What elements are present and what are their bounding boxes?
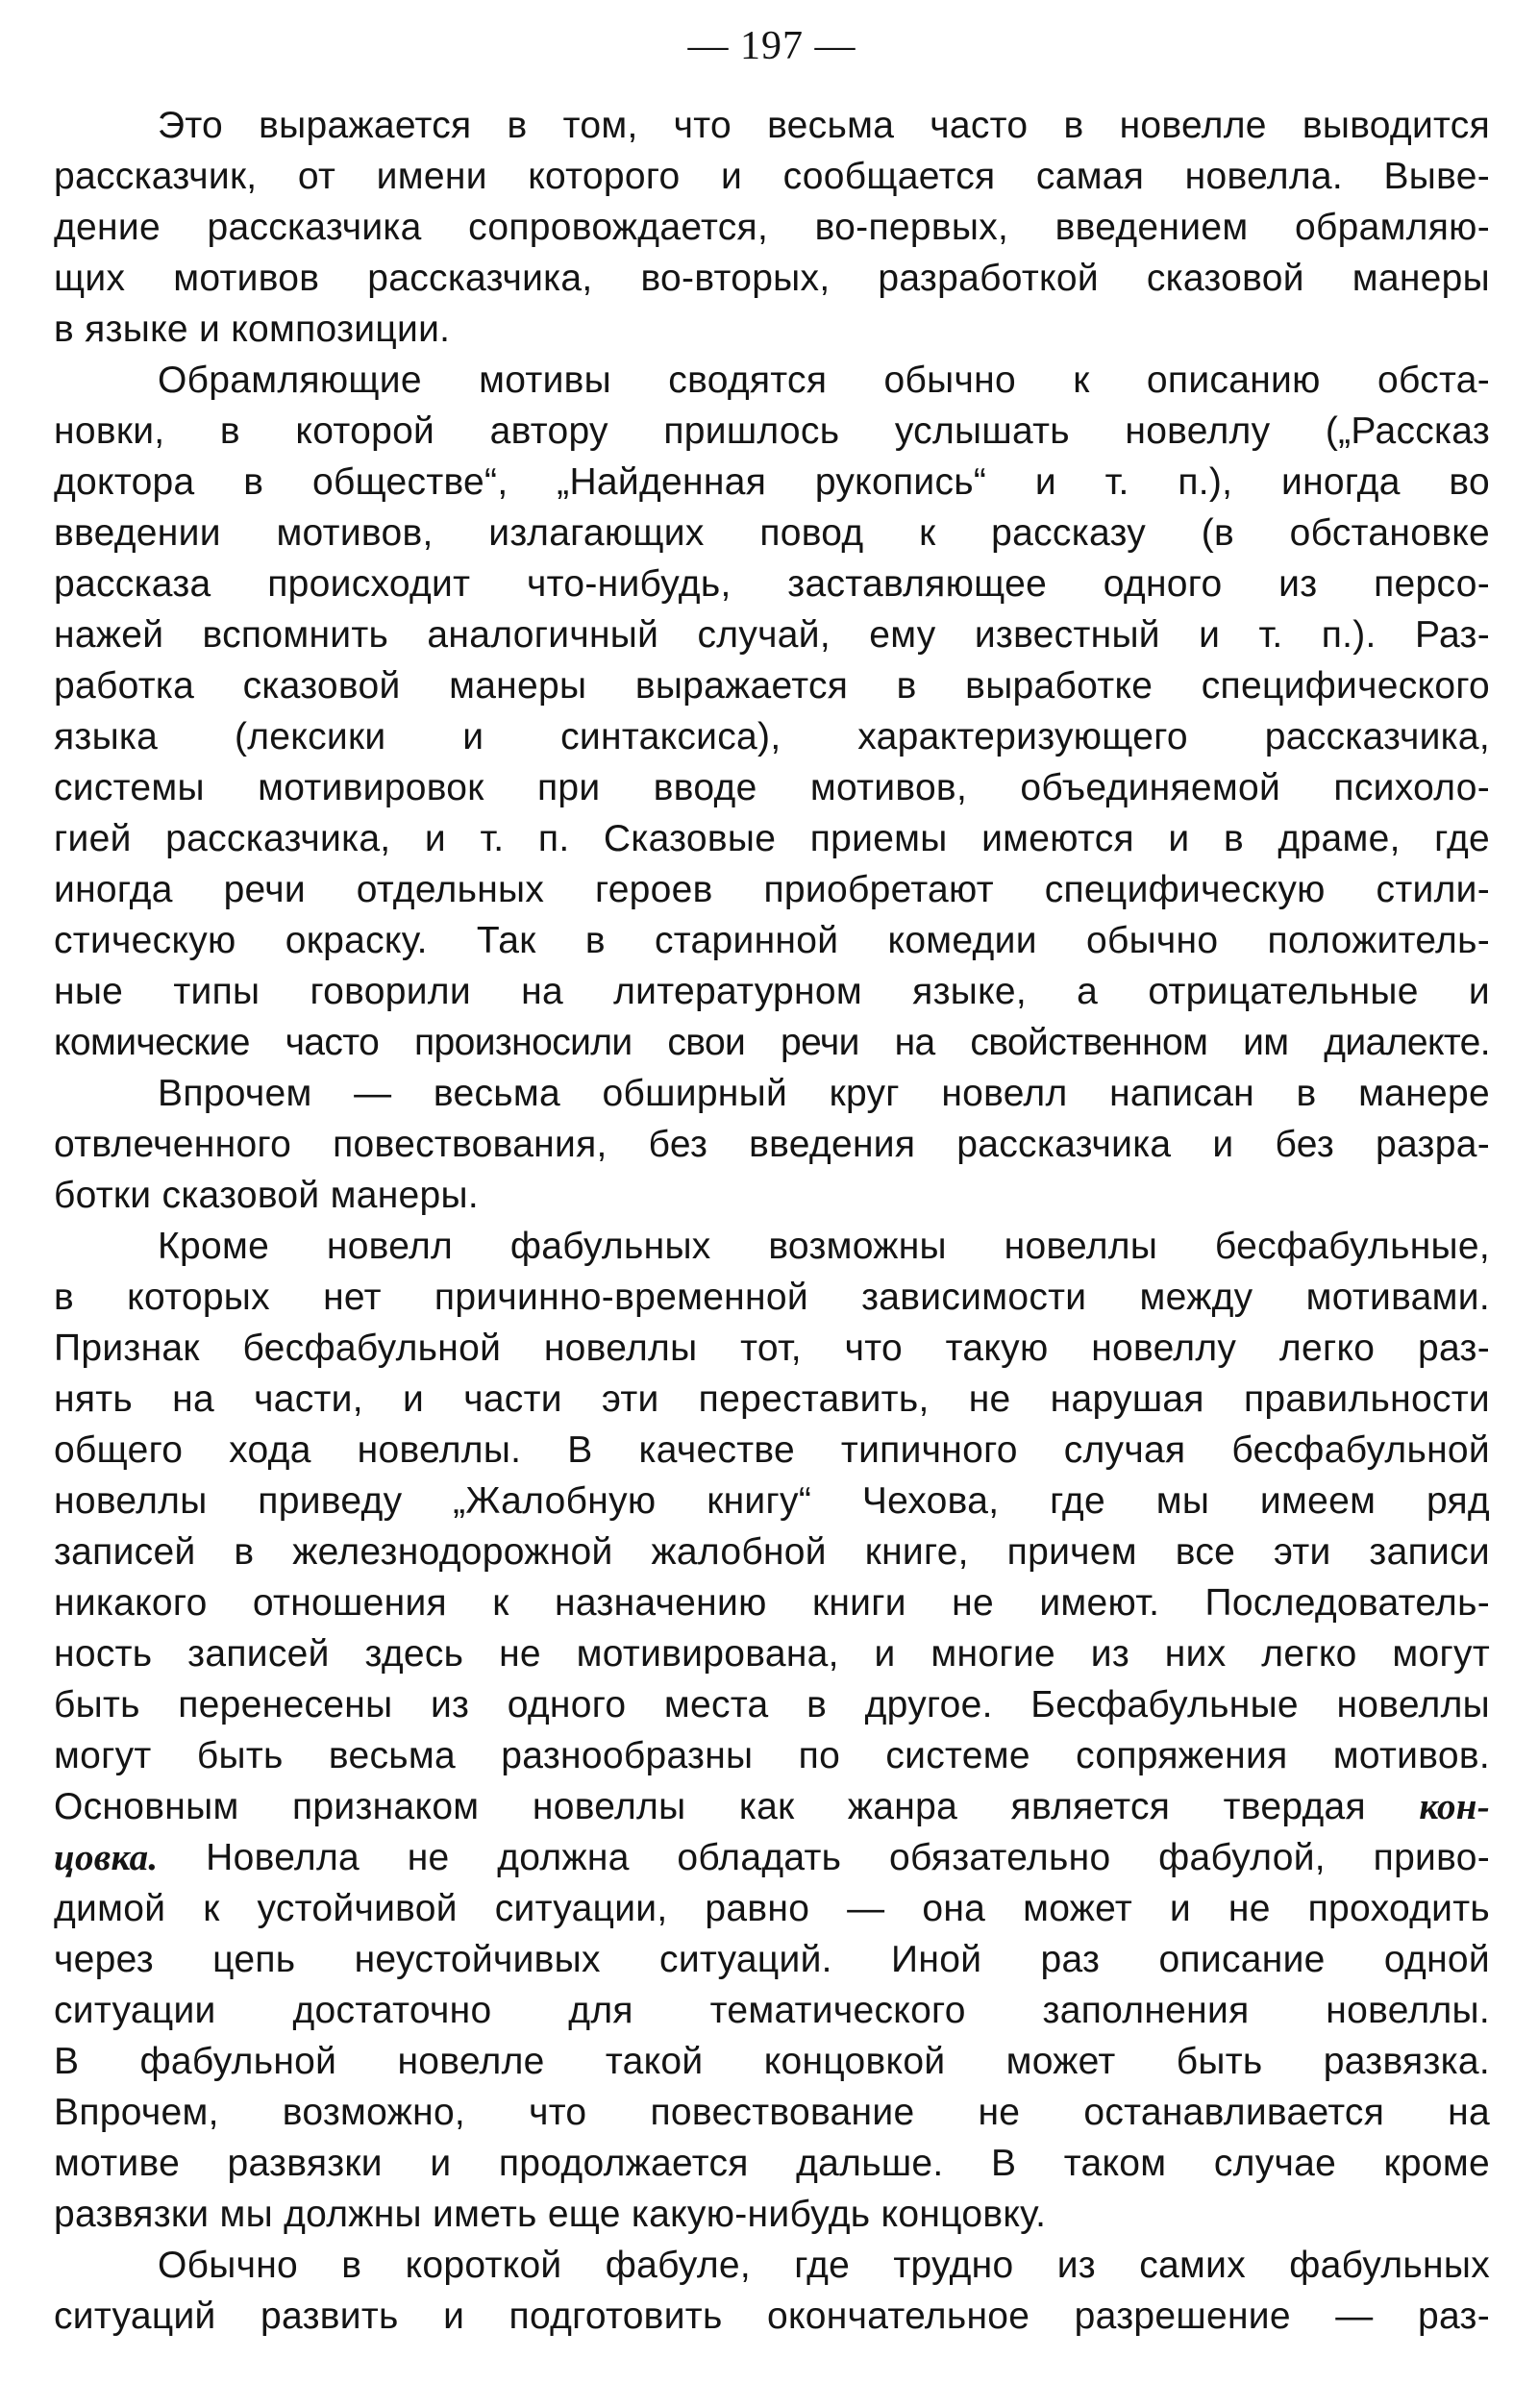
text-line: новеллы приведу „Жалобную книгу“ Чехова, где мы имеем ряд [54,1480,1490,1522]
text-line: Обычно в короткой фабуле, где трудно из самих фабульных [158,2245,1490,2286]
text-line: димой к устойчивой ситуации, равно — она может и не проходить [54,1888,1490,1929]
text-line: быть перенесены из одного места в другое. Бесфабульные новеллы [54,1684,1490,1725]
text-line: работка сказовой манеры выражается в выработке специфического [54,665,1490,707]
text-line: через цепь неустойчивых ситуаций. Иной раз описание одной [54,1939,1490,1980]
text-segment: Новелла не должна обладать обязательно фабулой, приво- [158,1837,1490,1878]
page-number: — 197 — [687,24,856,68]
text-line: ботки сказовой манеры. [54,1175,479,1216]
text-line: общего хода новеллы. В качестве типичного случая бесфабульной [54,1429,1490,1471]
text-line: мотиве развязки и продолжается дальше. В таком случае кроме [54,2143,1490,2184]
text-line: развязки мы должны иметь еще какую-нибудь концовку. [54,2194,1047,2235]
text-line: языка (лексики и синтаксиса), характеризующего рассказчика, [54,716,1490,757]
text-line: никакого отношения к назначению книги не имеют. Последователь- [54,1582,1490,1624]
text-line: гией рассказчика, и т. п. Сказовые приемы имеются и в драме, где [54,818,1490,859]
text-segment: Основным признаком новеллы как жанра является твердая [54,1786,1420,1827]
text-line: отвлеченного повествования, без введения рассказчика и без разра- [54,1124,1490,1165]
text-line: доктора в обществе“, „Найденная рукопись“ и т. п.), иногда во [54,461,1490,503]
text-line: в которых нет причинно-временной зависимости между мотивами. [54,1277,1490,1318]
text-line: введении мотивов, излагающих повод к рассказу (в обстановке [54,512,1490,554]
text-line: рассказа происходит что-нибудь, заставляющее одного из персо- [54,563,1490,605]
italic-word: цовка. [54,1837,159,1878]
paragraph-4 [54,1221,1490,2240]
text-line: могут быть весьма разнообразны по системе сопряжения мотивов. [54,1735,1490,1776]
text-line: иногда речи отдельных героев приобретают специфическую стили- [54,869,1490,910]
paragraph-5 [54,2240,1490,2342]
text-line: в языке и композиции. [54,309,451,350]
text-line: дение рассказчика сопровождается, во-первых, введением обрамляю- [54,207,1490,248]
paragraph-1 [54,100,1490,355]
text-line: ность записей здесь не мотивирована, и многие из них легко могут [54,1633,1490,1675]
text-line: Впрочем, возможно, что повествование не останавливается на [54,2092,1490,2133]
text-line: записей в железнодорожной жалобной книге, причем все эти записи [54,1531,1490,1573]
text-line: стическую окраску. Так в старинной комедии обычно положитель- [54,920,1490,961]
text-line: новки, в которой автору пришлось услышать новеллу („Рассказ [54,410,1490,452]
text-line: В фабульной новелле такой концовкой может быть развязка. [54,2041,1490,2082]
text-line: Обрамляющие мотивы сводятся обычно к описанию обста- [158,360,1490,401]
text-line: системы мотивировок при вводе мотивов, объединяемой психоло- [54,767,1490,808]
text-line-with-italic [54,1781,1490,1832]
paragraph-2 [54,355,1490,1068]
text-line: Признак бесфабульной новеллы тот, что такую новеллу легко раз- [54,1328,1490,1369]
text-line: нять на части, и части эти переставить, не нарушая правильности [54,1378,1490,1420]
text-line: комические часто произносили свои речи на свойственном им диалекте. [54,1022,1490,1063]
text-line-with-italic [54,1832,1490,1883]
text-line: рассказчик, от имени которого и сообщается самая новелла. Выве- [54,156,1490,197]
text-line: нажей вспомнить аналогичный случай, ему известный и т. п.). Раз- [54,614,1490,656]
text-line: Это выражается в том, что весьма часто в новелле выводится [158,105,1490,146]
text-line: ситуации достаточно для тематического заполнения новеллы. [54,1990,1490,2031]
italic-word: кон- [1419,1786,1490,1827]
text-line: ситуаций развить и подготовить окончательное разрешение — раз- [54,2296,1490,2337]
text-line: Впрочем — весьма обширный круг новелл написан в манере [158,1073,1490,1114]
text-line: щих мотивов рассказчика, во-вторых, разработкой сказовой манеры [54,258,1490,299]
text-line: Кроме новелл фабульных возможны новеллы бесфабульные, [158,1226,1490,1267]
text-line: ные типы говорили на литературном языке, а отрицательные и [54,971,1490,1012]
paragraph-3 [54,1068,1490,1221]
book-page [54,21,1490,2342]
